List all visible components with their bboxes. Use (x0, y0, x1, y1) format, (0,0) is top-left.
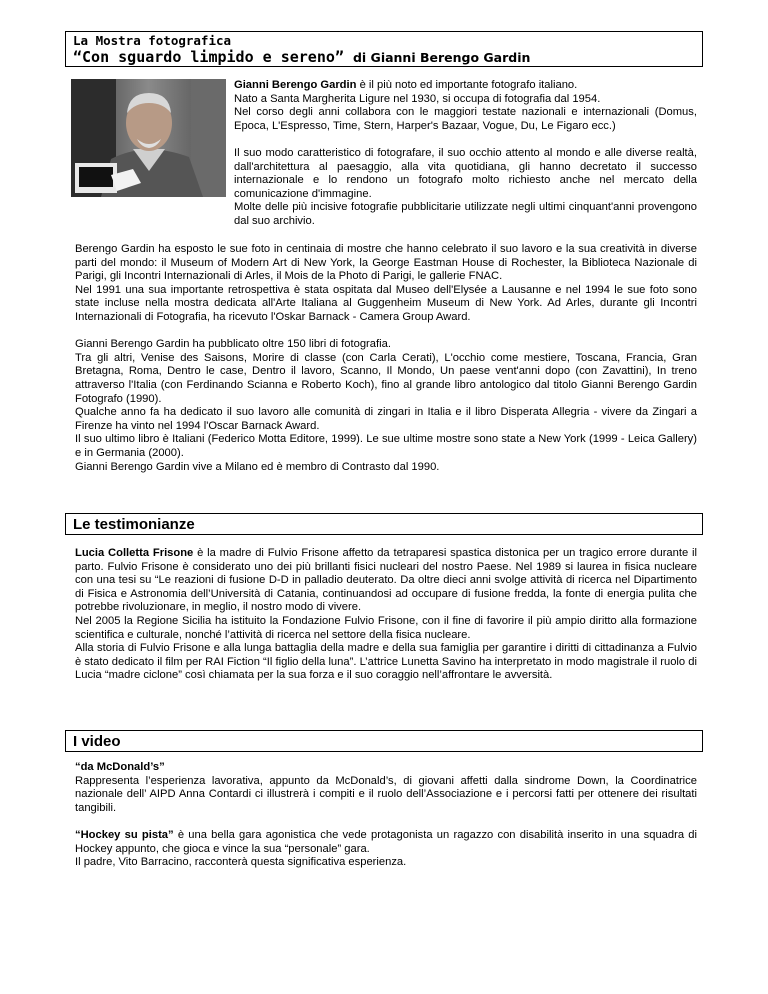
exhibition-title-line (73, 48, 695, 67)
intro-style: Il suo modo caratteristico di fotografare, il suo occhio attento al mondo e alle diverse realtà, dall'architettura al paesaggio, alla vita quotidiana, gli hanno decretato il successo internazionale e lo rendono un fotografo molto richiesto anche nel mercato della comunicazione d'immagine. (234, 146, 697, 200)
testimonianze-p3: Alla storia di Fulvio Frisone e alla lunga battaglia della madre e della sua famiglia per garantire i diritti di cittadinanza a Fulvio è stato dedicato il film per RAI Fiction “Il figlio della luna”. L’attrice Lunetta Savino ha interpretato in modo magistrale il ruolo di Lucia “madre ciclone” così chiamata per la sua forza e il suo coraggio nell’affrontare le avversità. (75, 642, 697, 682)
header-box (65, 31, 703, 67)
exhibition-label: La Mostra fotografica (73, 33, 232, 48)
intro-collaborations: Nel corso degli anni collabora con le maggiori testate nazionali e internazionali (Domus, Epoca, L'Espresso, Time, Stern, Harper's Bazaar, Vogue, Du, Le Figaro ecc.) (234, 106, 697, 132)
photographer-name: Gianni Berengo Gardin (234, 79, 357, 91)
testimonianze-text (75, 547, 697, 683)
testimonianze-p2: Nel 2005 la Regione Sicilia ha istituito la Fondazione Fulvio Frisone, con il fine di favorire il più ampio diritto alla formazione scientifica e culturale, nonché l’attività di ricerca nel settore della fisica nucleare. (75, 614, 697, 641)
testimonianze-heading: Le testimonianze (73, 516, 195, 533)
bio-milano: Gianni Berengo Gardin vive a Milano ed è membro di Contrasto dal 1990. (75, 460, 440, 473)
intro-text (234, 79, 697, 229)
intro-archive: Molte delle più incisive fotografie pubblicitarie utilizzate negli ultimi cinquant'anni provengono dal suo archivio. (234, 201, 697, 227)
portrait-image (71, 79, 226, 197)
bio-retrospective: Nel 1991 una sua importante retrospettiva è stata ospitata dal Museo dell'Elysée a Lausanne e nel 1994 le sue foto sono state incluse nella mostra dedicata all'Arte Italiana al Guggenheim Museum di New York. Ad Arles, durante gli Incontri Internazionali di Fotografia, ha ricevuto l'Oskar Barnack - Camera Group Award. (75, 283, 697, 323)
exhibition-title: “Con sguardo limpido e sereno” (73, 48, 344, 66)
intro-p1-rest: è il più noto ed importante fotografo italiano. (356, 79, 578, 91)
testimone-name: Lucia Colletta Frisone (75, 547, 194, 559)
bio-gypsies: Qualche anno fa ha dedicato il suo lavoro alle comunità di zingari in Italia e il libro Disperata Allegria - vivere da Zingari a Firenze ha vinto nel 1994 l'Oscar Barnack Award. (75, 406, 697, 432)
bio-books-list: Tra gli altri, Venise des Saisons, Morire di classe (con Carla Cerati), L'occhio come mestiere, Toscana, Francia, Gran Bretagna, Roma, Dentro le case, Dentro il lavoro, Scanno, Il Mondo, Un paese vent'anni dopo (con Zavattini), In treno attraverso l'Italia (con Ferdinando Scianna e Roberto Koch), fino al grande libro antologico dal titolo Gianni Berengo Gardin Fotografo (1990). (75, 351, 697, 405)
intro-birth: Nato a Santa Margherita Ligure nel 1930, si occupa di fotografia dal 1954. (234, 92, 601, 105)
exhibition-byline: di Gianni Berengo Gardin (352, 50, 531, 65)
video2-rest: è una bella gara agonistica che vede protagonista un ragazzo con disabilità inserito in una squadra di Hockey appunto, che gioca e vince la sua “personale” gara. (75, 828, 697, 855)
video1-description: Rappresenta l’esperienza lavorativa, appunto da McDonald’s, di giovani affetti dalla sindrome Down, la Coordinatrice nazionale dell’ AIPD Anna Contardi ci illustrerà i compiti e il ruolo dell’Associazione e i percorsi fatti per ottenere dei risultati tangibili. (75, 774, 697, 814)
bio-exhibitions: Berengo Gardin ha esposto le sue foto in centinaia di mostre che hanno celebrato il suo lavoro e la sua creatività in diverse parti del mondo: il Museum of Modern Art di New York, la George Eastman House di Rochester, la Biblioteca Nazionale di Parigi, gli Incontri Internazionali di Arles, il Mois de la Photo di Parigi, le gallerie FNAC. (75, 243, 697, 283)
photographer-photo (71, 79, 226, 197)
intro-paragraph (234, 79, 697, 93)
video2-father: Il padre, Vito Barracino, racconterà questa significativa esperienza. (75, 856, 407, 869)
testimonianze-heading-box (65, 513, 703, 535)
video1-title (75, 761, 697, 775)
video1-title-text: “da McDonald’s” (75, 761, 165, 773)
video2-title: “Hockey su pista” (75, 828, 174, 841)
testimonianze-p1 (75, 547, 697, 615)
video-heading: I video (73, 733, 121, 750)
video-heading-box (65, 730, 703, 752)
bio-latest: Il suo ultimo libro è Italiani (Federico Motta Editore, 1999). Le sue ultime mostre sono state a New York (1999 - Leica Gallery) e in Germania (2000). (75, 433, 697, 459)
bio-text (75, 243, 697, 474)
bio-books-count: Gianni Berengo Gardin ha pubblicato oltre 150 libri di fotografia. (75, 338, 391, 351)
testimonianze-p1-rest: è la madre di Fulvio Frisone affetto da tetraparesi spastica distonica per un tragico errore durante il parto. Fulvio Frisone è considerato uno dei più brillanti fisici nucleari del nostro Paese. Nel 1989 si laurea in fisica nucleare con una tesi su “Le reazioni di fusione D-D in palladio deuterato. Da oltre dieci anni svolge attività di ricerca nel Dipartimento di Fisica e Astronomia dell’Università di Catania, continuandosi ad occupare di fusione fredda, la fonte di energia pulita che potrebbe rivoluzionare, in meglio, il nostro modo di vivere. (75, 547, 697, 614)
video2-description (75, 829, 697, 856)
video-text (75, 761, 697, 870)
